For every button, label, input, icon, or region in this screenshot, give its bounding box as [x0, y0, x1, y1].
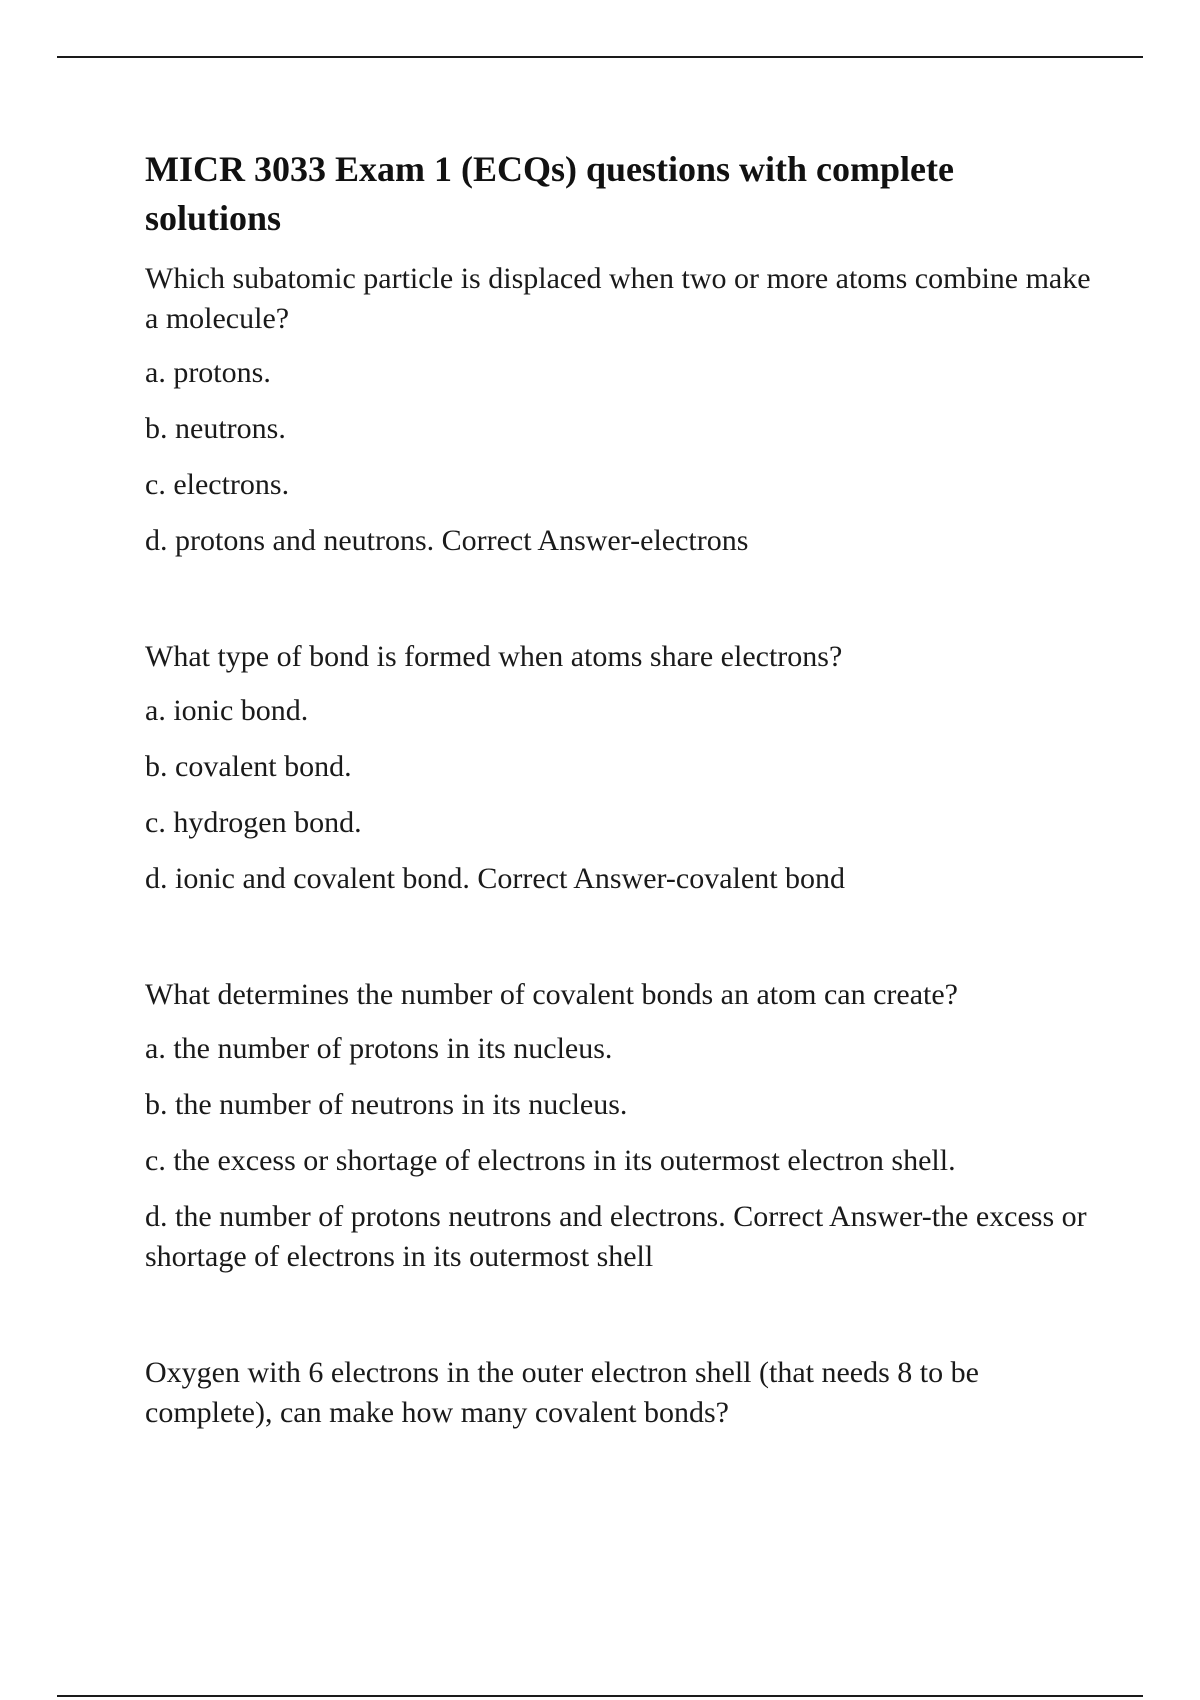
answer-option-b: b. covalent bond.	[145, 750, 352, 783]
document-title: MICR 3033 Exam 1 (ECQs) questions with complete solutions	[145, 149, 954, 238]
question-text: What determines the number of covalent bonds an atom can create?	[145, 978, 958, 1011]
answer-option-a: a. the number of protons in its nucleus.	[145, 1032, 613, 1065]
bottom-divider	[57, 1695, 1143, 1697]
answer-option-a: a. ionic bond.	[145, 694, 309, 727]
answer-option-c: c. the excess or shortage of electrons in its outermost electron shell.	[145, 1144, 956, 1177]
answer-option-a: a. protons.	[145, 356, 271, 389]
question-3	[145, 975, 1095, 1277]
answer-option-d: d. ionic and covalent bond. Correct Answer-covalent bond	[145, 862, 846, 895]
question-text: Oxygen with 6 electrons in the outer electron shell (that needs 8 to be complete), can make how many covalent bonds?	[145, 1356, 979, 1429]
answer-option-d: d. the number of protons neutrons and electrons. Correct Answer-the excess or shortage of electrons in its outermost shell	[145, 1200, 1087, 1273]
question-text: What type of bond is formed when atoms share electrons?	[145, 640, 843, 673]
question-1	[145, 259, 1095, 561]
question-4	[145, 1353, 1095, 1433]
answer-option-b: b. the number of neutrons in its nucleus.	[145, 1088, 628, 1121]
answer-option-b: b. neutrons.	[145, 412, 286, 445]
top-divider	[57, 56, 1143, 58]
answer-option-c: c. electrons.	[145, 468, 290, 501]
answer-option-c: c. hydrogen bond.	[145, 806, 362, 839]
answer-option-d: d. protons and neutrons. Correct Answer-electrons	[145, 524, 749, 557]
question-2	[145, 637, 1095, 899]
document-content	[145, 145, 1095, 1447]
question-text: Which subatomic particle is displaced when two or more atoms combine make a molecule?	[145, 262, 1091, 335]
